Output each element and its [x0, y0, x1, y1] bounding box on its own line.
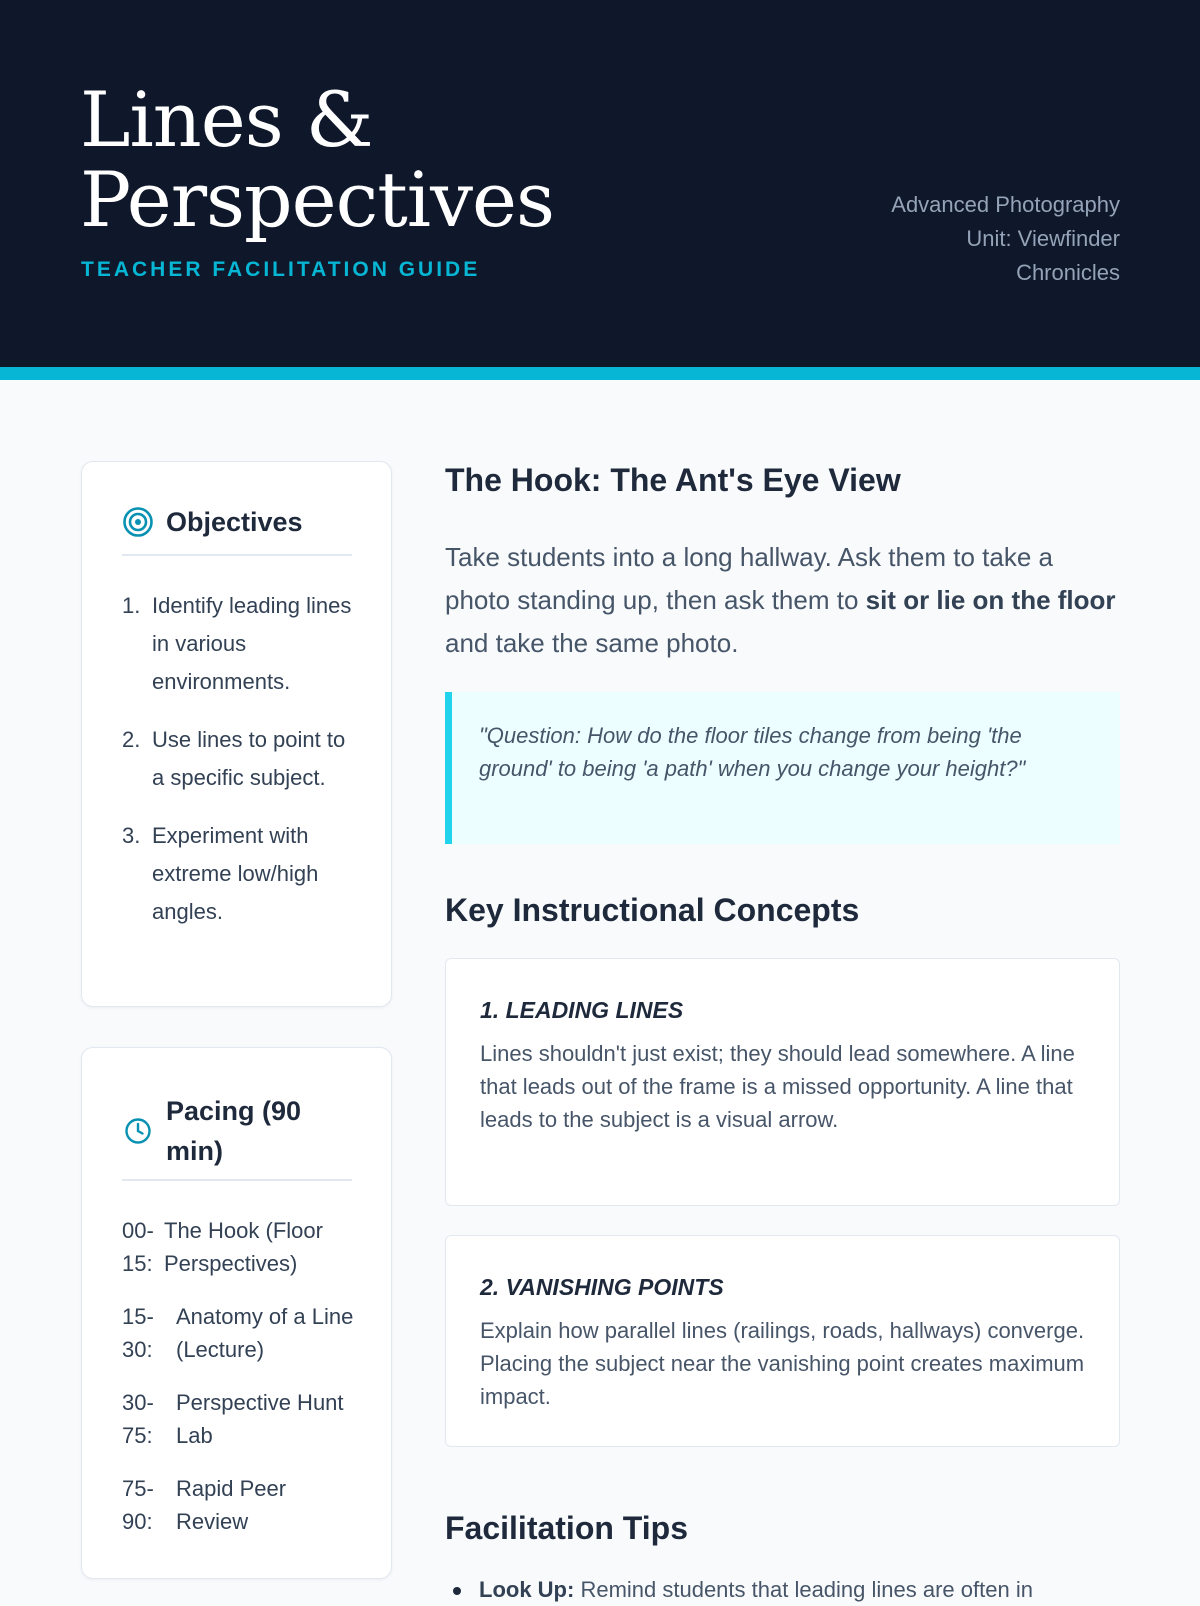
meta-line-2: Unit: Viewfinder [966, 226, 1120, 251]
item-text: Use lines to point to a specific subject. [152, 727, 346, 790]
pacing-label: The Hook (Floor Perspectives) [164, 1218, 323, 1276]
list-item [122, 1472, 362, 1538]
pacing-time: 00-15: [122, 1218, 154, 1276]
hook-text-emphasis: sit or lie on the floor [865, 585, 1116, 615]
concept-heading: 2. VANISHING POINTS [480, 1274, 724, 1300]
meta-line-3: Chronicles [1016, 260, 1120, 285]
target-icon [122, 506, 154, 538]
pacing-label: Rapid Peer Review [176, 1476, 287, 1534]
hook-text-part: and take the same photo. [445, 628, 739, 658]
pacing-header [122, 1082, 352, 1181]
concept-card [445, 958, 1120, 1206]
bullet-icon [453, 1587, 461, 1595]
title-line-2: Perspectives [80, 155, 554, 244]
pacing-label: Anatomy of a Line (Lecture) [176, 1304, 354, 1362]
pacing-title: Pacing (90 min) [166, 1095, 302, 1166]
list-item [122, 587, 362, 701]
list-item [122, 1300, 362, 1366]
header-accent-bar [0, 367, 1200, 380]
course-meta [800, 188, 1120, 290]
objectives-list [122, 587, 362, 951]
objectives-card [81, 461, 392, 1007]
main-content [445, 458, 1120, 1602]
pacing-time: 15-30: [122, 1304, 154, 1362]
clock-icon [122, 1115, 154, 1147]
hook-quote: "Question: How do the floor tiles change from being 'the ground' to being 'a path' when you change your height?" [445, 692, 1120, 844]
item-number: 1. [122, 593, 141, 618]
objectives-title: Objectives [166, 507, 303, 537]
meta-line-1: Advanced Photography [891, 192, 1120, 217]
objectives-header [122, 490, 352, 556]
pacing-card [81, 1047, 392, 1579]
list-item [122, 817, 362, 931]
list-item [122, 1386, 362, 1452]
pacing-time: 30-75: [122, 1390, 154, 1448]
hook-text [445, 536, 1120, 665]
hook-title: The Hook: The Ant's Eye View [445, 462, 901, 498]
list-item [122, 721, 362, 797]
tips-list [445, 1573, 1120, 1606]
header [0, 0, 1200, 367]
tip-label: Look Up: [479, 1577, 575, 1602]
pacing-list [122, 1214, 362, 1558]
list-item [122, 1214, 362, 1280]
page-title [80, 75, 640, 244]
concept-body: Explain how parallel lines (railings, roads, hallways) converge. Placing the subject near the vanishing point creates maximum impact. [480, 1318, 1085, 1409]
concepts-title: Key Instructional Concepts [445, 892, 860, 928]
item-number: 2. [122, 727, 141, 752]
tip-text: Remind students that leading lines are often in [574, 1577, 1033, 1602]
item-number: 3. [122, 823, 141, 848]
list-item [445, 1573, 1120, 1606]
concept-heading: 1. LEADING LINES [480, 997, 684, 1023]
tips-title: Facilitation Tips [445, 1510, 688, 1546]
item-text: Experiment with extreme low/high angles. [152, 823, 319, 924]
page-subtitle: TEACHER FACILITATION GUIDE [81, 258, 481, 281]
concept-card [445, 1235, 1120, 1447]
pacing-time: 75-90: [122, 1476, 154, 1534]
pacing-label: Perspective Hunt Lab [176, 1390, 344, 1448]
concept-body: Lines shouldn't just exist; they should lead somewhere. A line that leads out of the frame is a missed opportunity. A line that leads to the subject is a visual arrow. [480, 1041, 1075, 1132]
hook-text-part: Take students into a long hallway. Ask them to take a photo standing up, then ask them to [445, 542, 1053, 615]
title-line-1: Lines & [80, 75, 373, 164]
item-text: Identify leading lines in various environments. [152, 593, 352, 694]
